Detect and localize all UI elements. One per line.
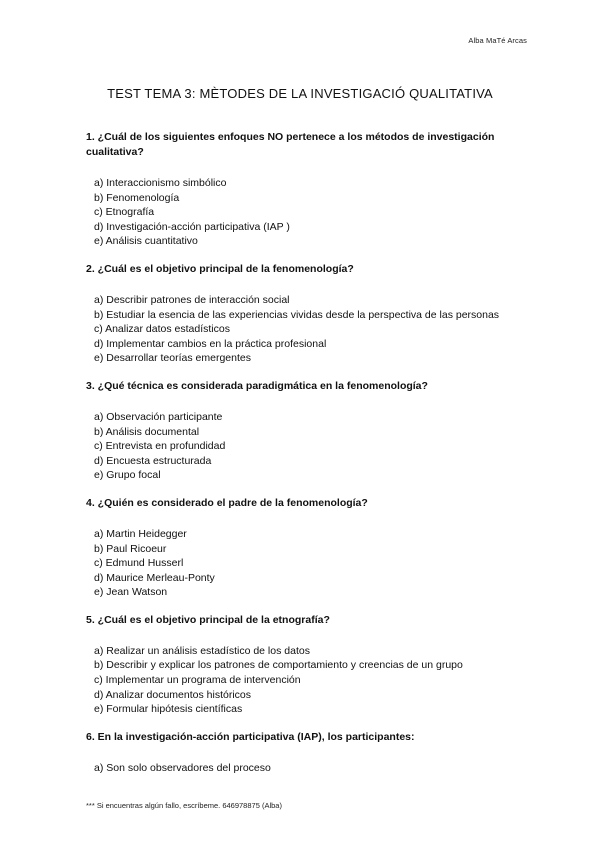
question-3 (86, 379, 526, 483)
question-text: 5. ¿Cuál es el objetivo principal de la etnografía? (86, 613, 330, 626)
question-text: 1. ¿Cuál de los siguientes enfoques NO pertenece a los métodos de investigación cualitativa? (86, 131, 495, 158)
option-b: b) Fenomenología (94, 191, 180, 204)
question-2 (86, 262, 526, 366)
footer-note: *** Si encuentras algún fallo, escríbeme. 646978875 (Alba) (86, 801, 282, 810)
option-d: d) Investigación-acción participativa (IAP ) (94, 220, 290, 233)
options-list (86, 761, 526, 776)
option-e: e) Grupo focal (94, 469, 161, 482)
option-d: d) Maurice Merleau-Ponty (94, 571, 215, 584)
options-list (86, 527, 526, 600)
option-a: a) Interaccionismo simbólico (94, 177, 227, 189)
question-6 (86, 730, 526, 776)
options-list (86, 410, 526, 483)
option-a: a) Describir patrones de interacción social (94, 293, 290, 306)
option-c: c) Implementar un programa de intervención (94, 674, 301, 687)
question-text: 2. ¿Cuál es el objetivo principal de la fenomenología? (86, 262, 354, 275)
option-a: a) Martin Heidegger (94, 527, 187, 540)
option-c: c) Etnografía (94, 206, 155, 219)
option-b: b) Describir y explicar los patrones de comportamiento y creencias de un grupo (94, 659, 463, 672)
question-5 (86, 613, 526, 717)
option-c: c) Edmund Husserl (94, 557, 184, 570)
option-d: d) Analizar documentos históricos (94, 688, 251, 701)
option-e: e) Jean Watson (94, 586, 168, 599)
question-list (86, 130, 526, 788)
question-text: 3. ¿Qué técnica es considerada paradigmática en la fenomenología? (86, 379, 428, 392)
option-c: c) Entrevista en profundidad (94, 440, 226, 453)
option-b: b) Análisis documental (94, 425, 200, 438)
question-text: 6. En la investigación-acción participativa (IAP), los participantes: (86, 730, 415, 743)
option-e: e) Desarrollar teorías emergentes (94, 352, 251, 365)
option-a: a) Son solo observadores del proceso (94, 761, 271, 774)
option-d: d) Implementar cambios en la práctica profesional (94, 337, 327, 350)
option-e: e) Formular hipótesis científicas (94, 703, 243, 716)
option-e: e) Análisis cuantitativo (94, 235, 198, 248)
options-list (86, 644, 526, 717)
option-a: a) Realizar un análisis estadístico de los datos (94, 644, 310, 657)
question-1 (86, 130, 526, 249)
option-c: c) Analizar datos estadísticos (94, 323, 230, 336)
option-a: a) Observación participante (94, 410, 223, 423)
author-name: Alba MaTé Arcas (468, 36, 527, 45)
question-4 (86, 496, 526, 600)
page-title: TEST TEMA 3: MÈTODES DE LA INVESTIGACIÓ QUALITATIVA (107, 86, 493, 101)
option-d: d) Encuesta estructurada (94, 454, 212, 467)
option-b: b) Paul Ricoeur (94, 542, 167, 555)
option-b: b) Estudiar la esencia de las experiencias vividas desde la perspectiva de las personas (94, 308, 500, 321)
options-list (86, 176, 526, 249)
question-text: 4. ¿Quién es considerado el padre de la fenomenología? (86, 496, 368, 509)
options-list (86, 293, 526, 366)
